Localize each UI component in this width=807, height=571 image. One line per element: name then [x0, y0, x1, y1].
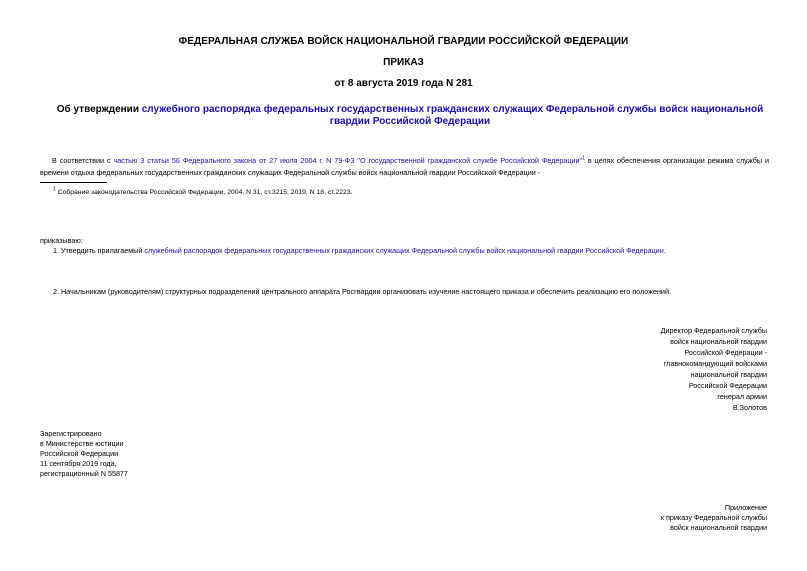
item-2: 2. Начальникам (руководителям) структурных подразделений центрального аппарата Росгвардии организовать изучение настоящего приказа и обеспечить реализацию его положений.	[53, 287, 671, 296]
appendix-line: к приказу Федеральной службы	[660, 513, 767, 522]
footnote	[53, 188, 353, 198]
registration-line: 11 сентября 2019 года,	[40, 459, 117, 468]
item-1	[53, 245, 769, 257]
signature-name: В.Золотов	[732, 403, 767, 412]
registration-line: в Министерстве юстиции	[40, 439, 124, 448]
signature-line: генерал армии	[717, 392, 767, 401]
signature-line: Директор Федеральной службы	[660, 326, 767, 335]
preamble-paragraph	[40, 155, 769, 179]
item-1-suffix: .	[663, 246, 666, 255]
registration-line: регистрационный N 55877	[40, 469, 128, 478]
order-word: приказываю:	[40, 236, 83, 245]
signature-block	[617, 325, 767, 413]
footnote-divider	[40, 182, 107, 183]
date-number-heading: от 8 августа 2019 года N 281	[334, 78, 473, 89]
footnote-ref[interactable]: 1	[582, 155, 585, 162]
title-prefix: Об утверждении	[56, 104, 142, 115]
preamble-prefix: В соответствии с	[52, 156, 114, 165]
signature-line: национальной гвардии	[690, 370, 767, 379]
appendix-line: Приложение	[724, 503, 767, 512]
signature-line: войск национальной гвардии	[670, 337, 767, 346]
schedule-link[interactable]: служебный распорядок федеральных государственных гражданских служащих Федеральной службы войск национальной гвардии Российской Федерации	[144, 246, 664, 255]
registration-line: Российской Федерации	[40, 449, 119, 458]
signature-line: главнокомандующий войсками	[663, 359, 767, 368]
footnote-text: Собрание законодательства Российской Федерации, 2004, N 31, ст.3215; 2019, N 18, ст.2223.	[55, 189, 353, 196]
item-1-prefix: 1. Утвердить прилагаемый	[53, 246, 145, 255]
agency-heading: ФЕДЕРАЛЬНАЯ СЛУЖБА ВОЙСК НАЦИОНАЛЬНОЙ ГВАРДИИ РОССИЙСКОЙ ФЕДЕРАЦИИ	[178, 36, 629, 47]
preamble-suffix: в целях обеспечения организации режима службы и времени отдыха федеральных государственных гражданских служащих Федеральной службы войск национальной гвардии Российской Федерации -	[40, 156, 769, 177]
appendix-line: войск национальной гвардии	[670, 523, 767, 532]
appendix-block	[607, 503, 767, 533]
signature-line: Российской Федерации -	[684, 348, 767, 357]
doc-type-heading: ПРИКАЗ	[383, 57, 424, 68]
footnote-mark: 1	[53, 186, 56, 193]
registration-line: Зарегистрировано	[40, 429, 102, 438]
document-title	[40, 104, 780, 128]
signature-line: Российской Федерации	[688, 381, 767, 390]
title-link[interactable]: служебного распорядка федеральных государственных гражданских служащих Федеральной службы войск национальной гвардии Российской Федерации	[141, 104, 764, 127]
registration-block	[40, 429, 200, 479]
law-link[interactable]: частью 3 статьи 56 Федерального закона от 27 июля 2004 г. N 79-ФЗ "О государственной гражданской службе Российской Федерации"	[113, 156, 583, 165]
